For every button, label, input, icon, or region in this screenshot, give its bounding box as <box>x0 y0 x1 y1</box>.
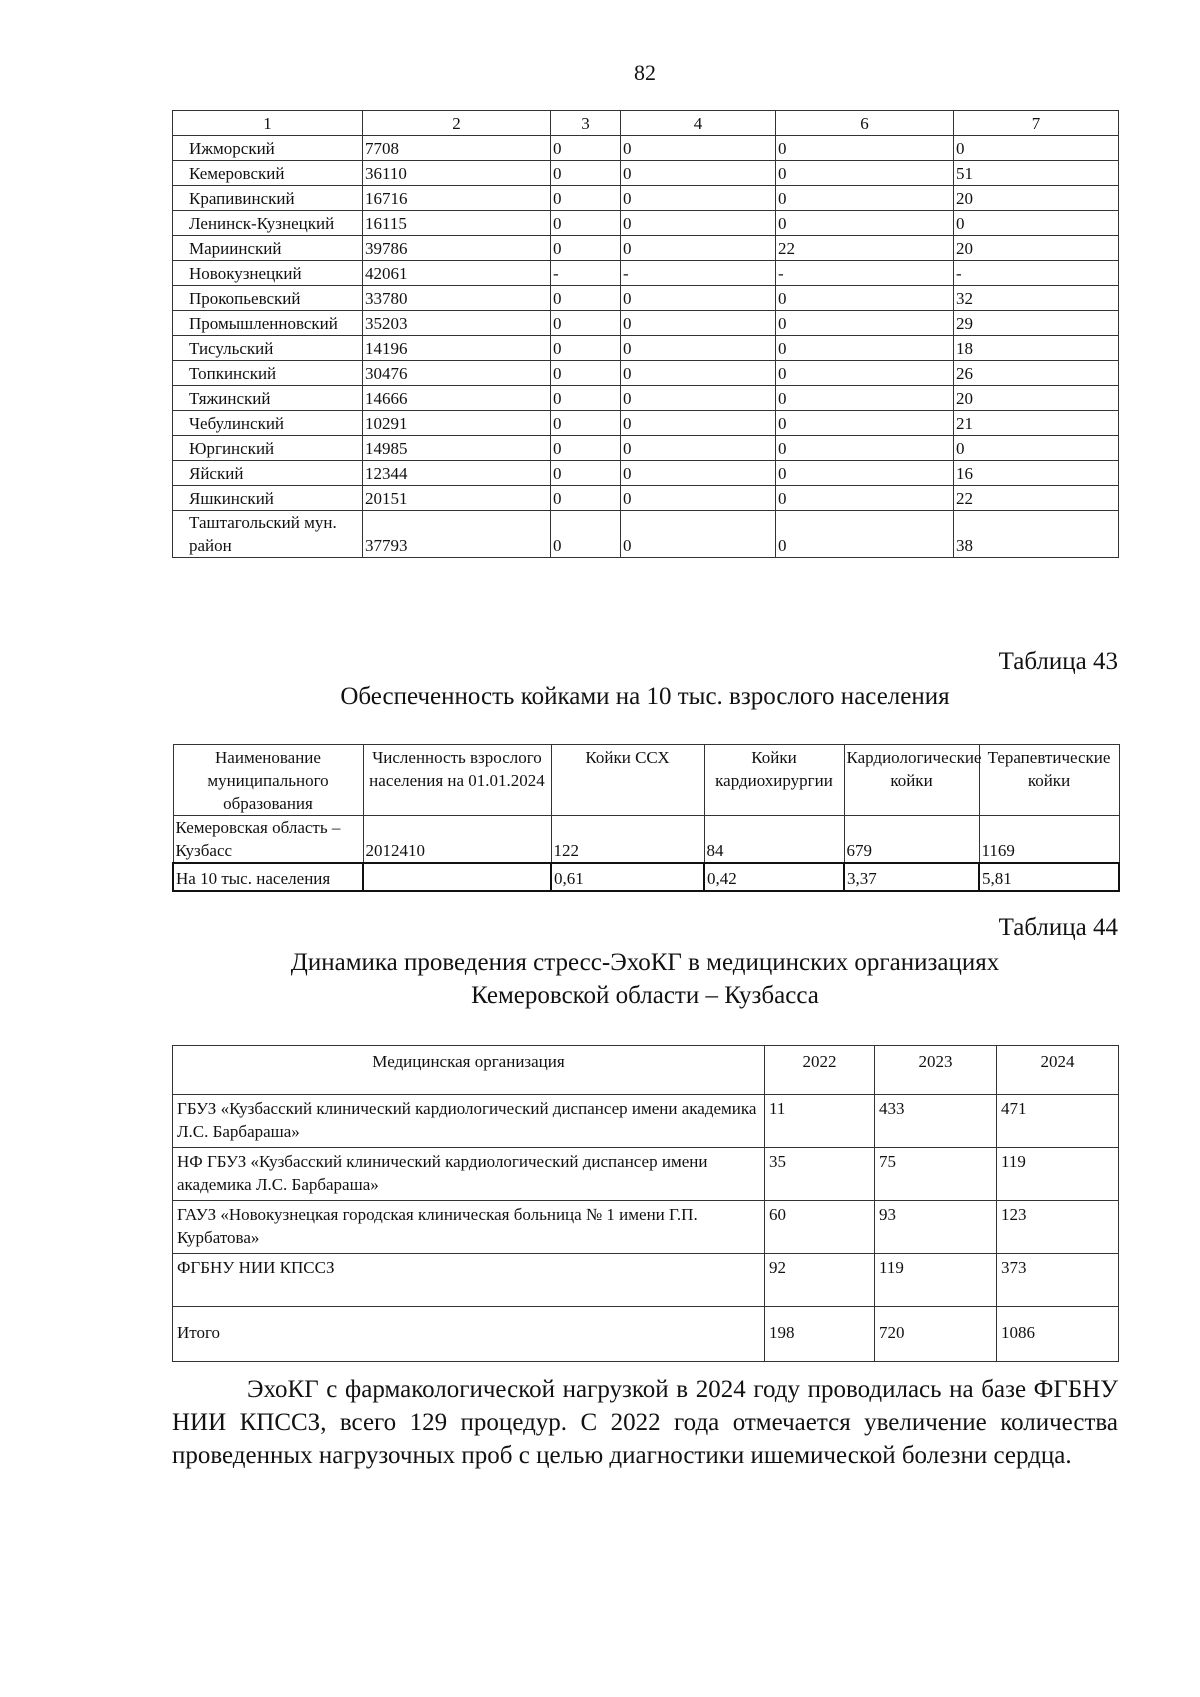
table-cell: 14196 <box>363 336 551 361</box>
table-cell: 0 <box>776 161 954 186</box>
body-paragraph: ЭхоКГ с фармакологической нагрузкой в 2024 году проводилась на базе ФГБНУ НИИ КПССЗ, всего 129 процедур. С 2022 года отмечается увеличение количества проведенных нагрузочных проб с целью диагностики ишемической болезни сердца. <box>172 1376 1118 1469</box>
table-row <box>173 411 1119 436</box>
table-row <box>173 816 1119 864</box>
district-name-cell: Тяжинский <box>173 386 363 411</box>
table-cell: 123 <box>997 1201 1119 1254</box>
district-name-cell: Юргинский <box>173 436 363 461</box>
table-cell: 0 <box>551 211 621 236</box>
table-cell: 198 <box>765 1307 875 1362</box>
organization-cell: ГБУЗ «Кузбасский клинический кардиологический диспансер имени академика Л.С. Барбараша» <box>173 1095 765 1148</box>
table-header-row <box>173 745 1119 816</box>
table-cell: - <box>954 261 1119 286</box>
table-44-title-line1: Динамика проведения стресс-ЭхоКГ в медицинских организациях <box>290 949 1000 976</box>
table-cell: 0 <box>621 486 776 511</box>
column-header: 2023 <box>875 1046 997 1095</box>
table-cell: - <box>621 261 776 286</box>
district-name-cell: Новокузнецкий <box>173 261 363 286</box>
district-name-cell: Яйский <box>173 461 363 486</box>
table-cell: 20 <box>954 386 1119 411</box>
column-header: 4 <box>621 111 776 136</box>
table-cell: 122 <box>551 816 704 864</box>
table-cell: 93 <box>875 1201 997 1254</box>
table-cell: 720 <box>875 1307 997 1362</box>
table-row <box>173 436 1119 461</box>
district-name-cell: Промышленновский <box>173 311 363 336</box>
table-cell: 0 <box>776 486 954 511</box>
table-row <box>173 136 1119 161</box>
table-cell: 22 <box>776 236 954 261</box>
table-cell: 1086 <box>997 1307 1119 1362</box>
table-cell: 0 <box>621 461 776 486</box>
table-cell: 0 <box>551 436 621 461</box>
district-name-cell: Тисульский <box>173 336 363 361</box>
table-cell: 18 <box>954 336 1119 361</box>
table-row <box>173 1148 1119 1201</box>
table-cell: 0 <box>551 486 621 511</box>
table-row <box>173 1254 1119 1307</box>
table-cell: 0 <box>776 186 954 211</box>
table-cell: 0 <box>621 211 776 236</box>
table-header-row <box>173 111 1119 136</box>
table-cell: 11 <box>765 1095 875 1148</box>
table-cell: - <box>776 261 954 286</box>
column-header: 2 <box>363 111 551 136</box>
table-cell: 0 <box>776 286 954 311</box>
district-name-cell: Кемеровский <box>173 161 363 186</box>
table-row <box>173 1095 1119 1148</box>
table-row <box>173 161 1119 186</box>
district-name-cell: Крапивинский <box>173 186 363 211</box>
organization-cell: ФГБНУ НИИ КПССЗ <box>173 1254 765 1307</box>
district-name-cell: Таштагольский мун. район <box>173 511 363 558</box>
table-cell: 3,37 <box>844 863 979 891</box>
table-cell: 12344 <box>363 461 551 486</box>
table-row <box>173 211 1119 236</box>
district-name-cell: Топкинский <box>173 361 363 386</box>
column-header: 6 <box>776 111 954 136</box>
table-cell <box>363 863 551 891</box>
table-row <box>173 1201 1119 1254</box>
table-cell: 0 <box>551 186 621 211</box>
table-row <box>173 186 1119 211</box>
table-cell: 0 <box>776 361 954 386</box>
table-cell: - <box>551 261 621 286</box>
table-cell: 0 <box>621 186 776 211</box>
table-cell: 0 <box>621 286 776 311</box>
table-cell: 14666 <box>363 386 551 411</box>
table-44-stress-echo <box>172 1045 1119 1362</box>
column-header: Численность взрослого населения на 01.01.2024 <box>363 745 551 816</box>
table-cell: 37793 <box>363 511 551 558</box>
table-cell: 16115 <box>363 211 551 236</box>
district-name-cell: Ленинск-Кузнецкий <box>173 211 363 236</box>
table-cell: 5,81 <box>979 863 1119 891</box>
table-cell: 32 <box>954 286 1119 311</box>
table-cell: 7708 <box>363 136 551 161</box>
table-cell: 84 <box>704 816 844 864</box>
table-cell: 0 <box>621 386 776 411</box>
table-cell: 0 <box>551 311 621 336</box>
table-cell: 75 <box>875 1148 997 1201</box>
table-cell: 20 <box>954 236 1119 261</box>
table-row <box>173 311 1119 336</box>
organization-cell: ГАУЗ «Новокузнецкая городская клиническая больница № 1 имени Г.П. Курбатова» <box>173 1201 765 1254</box>
table-cell: 0 <box>621 511 776 558</box>
table-cell: 42061 <box>363 261 551 286</box>
table-cell: 373 <box>997 1254 1119 1307</box>
table-row <box>173 286 1119 311</box>
table-cell: 39786 <box>363 236 551 261</box>
table-cell: 0 <box>621 136 776 161</box>
column-header: Койки кардиохирургии <box>704 745 844 816</box>
table-cell: Кемеровская область – Кузбасс <box>173 816 363 864</box>
district-name-cell: Прокопьевский <box>173 286 363 311</box>
table-43-bed-supply <box>172 744 1120 892</box>
table-cell: 0 <box>776 386 954 411</box>
table-cell: 119 <box>997 1148 1119 1201</box>
column-header: Кардиологические койки <box>844 745 979 816</box>
table-row-total <box>173 1307 1119 1362</box>
page-number: 82 <box>634 60 656 85</box>
table-43-title: Обеспеченность койками на 10 тыс. взрослого населения <box>340 683 950 710</box>
table-row <box>173 386 1119 411</box>
column-header: Терапевтические койки <box>979 745 1119 816</box>
district-name-cell: Мариинский <box>173 236 363 261</box>
table-cell: 471 <box>997 1095 1119 1148</box>
table-municipal-continuation <box>172 110 1119 558</box>
organization-cell: НФ ГБУЗ «Кузбасский клинический кардиологический диспансер имени академика Л.С. Барбараша» <box>173 1148 765 1201</box>
table-cell: 0 <box>621 161 776 186</box>
district-name-cell: Ижморский <box>173 136 363 161</box>
table-cell: 0 <box>776 436 954 461</box>
table-cell: 0 <box>954 211 1119 236</box>
table-cell: 0 <box>551 386 621 411</box>
table-cell: 0 <box>621 236 776 261</box>
table-cell: 22 <box>954 486 1119 511</box>
table-cell: 29 <box>954 311 1119 336</box>
table-cell: 10291 <box>363 411 551 436</box>
table-cell: 0 <box>776 411 954 436</box>
table-row <box>173 486 1119 511</box>
table-cell: 35 <box>765 1148 875 1201</box>
table-cell: 0 <box>551 461 621 486</box>
table-cell: 20 <box>954 186 1119 211</box>
table-cell: 2012410 <box>363 816 551 864</box>
table-cell: 0 <box>776 311 954 336</box>
table-cell: 16 <box>954 461 1119 486</box>
table-cell: 0 <box>621 336 776 361</box>
organization-cell: Итого <box>173 1307 765 1362</box>
table-cell: 0 <box>954 136 1119 161</box>
table-cell: 0 <box>551 161 621 186</box>
table-cell: 0 <box>776 136 954 161</box>
table-cell: 36110 <box>363 161 551 186</box>
table-44-title-line2: Кемеровской области – Кузбасса <box>471 982 819 1009</box>
table-44-label: Таблица 44 <box>998 914 1118 941</box>
table-cell: 26 <box>954 361 1119 386</box>
table-cell: 35203 <box>363 311 551 336</box>
table-cell: 0 <box>551 511 621 558</box>
table-cell: 33780 <box>363 286 551 311</box>
table-cell: 20151 <box>363 486 551 511</box>
column-header: 3 <box>551 111 621 136</box>
column-header: Наименование муниципального образования <box>173 745 363 816</box>
table-cell: 0 <box>621 411 776 436</box>
table-cell: 38 <box>954 511 1119 558</box>
column-header: 2024 <box>997 1046 1119 1095</box>
table-cell: 0 <box>621 361 776 386</box>
table-cell: 433 <box>875 1095 997 1148</box>
table-header-row <box>173 1046 1119 1095</box>
table-cell: 1169 <box>979 816 1119 864</box>
table-row <box>173 511 1119 558</box>
table-cell: 0 <box>954 436 1119 461</box>
table-cell: 30476 <box>363 361 551 386</box>
table-row <box>173 261 1119 286</box>
table-cell: 60 <box>765 1201 875 1254</box>
table-cell: 92 <box>765 1254 875 1307</box>
table-cell: 0 <box>551 361 621 386</box>
district-name-cell: Чебулинский <box>173 411 363 436</box>
district-name-cell: Яшкинский <box>173 486 363 511</box>
table-cell: 119 <box>875 1254 997 1307</box>
table-cell: 14985 <box>363 436 551 461</box>
table-cell: 0 <box>621 311 776 336</box>
table-row <box>173 236 1119 261</box>
table-cell: 21 <box>954 411 1119 436</box>
table-cell: 0 <box>776 336 954 361</box>
table-cell: 0 <box>551 136 621 161</box>
table-cell: 51 <box>954 161 1119 186</box>
table-cell: 0 <box>551 286 621 311</box>
table-cell: 0,42 <box>704 863 844 891</box>
column-header: 7 <box>954 111 1119 136</box>
table-cell: 0 <box>551 336 621 361</box>
table-cell: 0 <box>776 461 954 486</box>
column-header: Медицинская организация <box>173 1046 765 1095</box>
table-row <box>173 336 1119 361</box>
table-row-per-10k <box>173 863 1119 891</box>
table-cell: 0 <box>551 236 621 261</box>
table-43-label: Таблица 43 <box>998 648 1118 675</box>
table-cell: 0 <box>776 511 954 558</box>
table-cell: 0 <box>621 436 776 461</box>
table-cell: На 10 тыс. населения <box>173 863 363 891</box>
column-header: 2022 <box>765 1046 875 1095</box>
table-cell: 0 <box>551 411 621 436</box>
column-header: 1 <box>173 111 363 136</box>
table-cell: 0,61 <box>551 863 704 891</box>
table-row <box>173 361 1119 386</box>
table-cell: 679 <box>844 816 979 864</box>
table-row <box>173 461 1119 486</box>
table-cell: 0 <box>776 211 954 236</box>
table-cell: 16716 <box>363 186 551 211</box>
column-header: Койки ССХ <box>551 745 704 816</box>
